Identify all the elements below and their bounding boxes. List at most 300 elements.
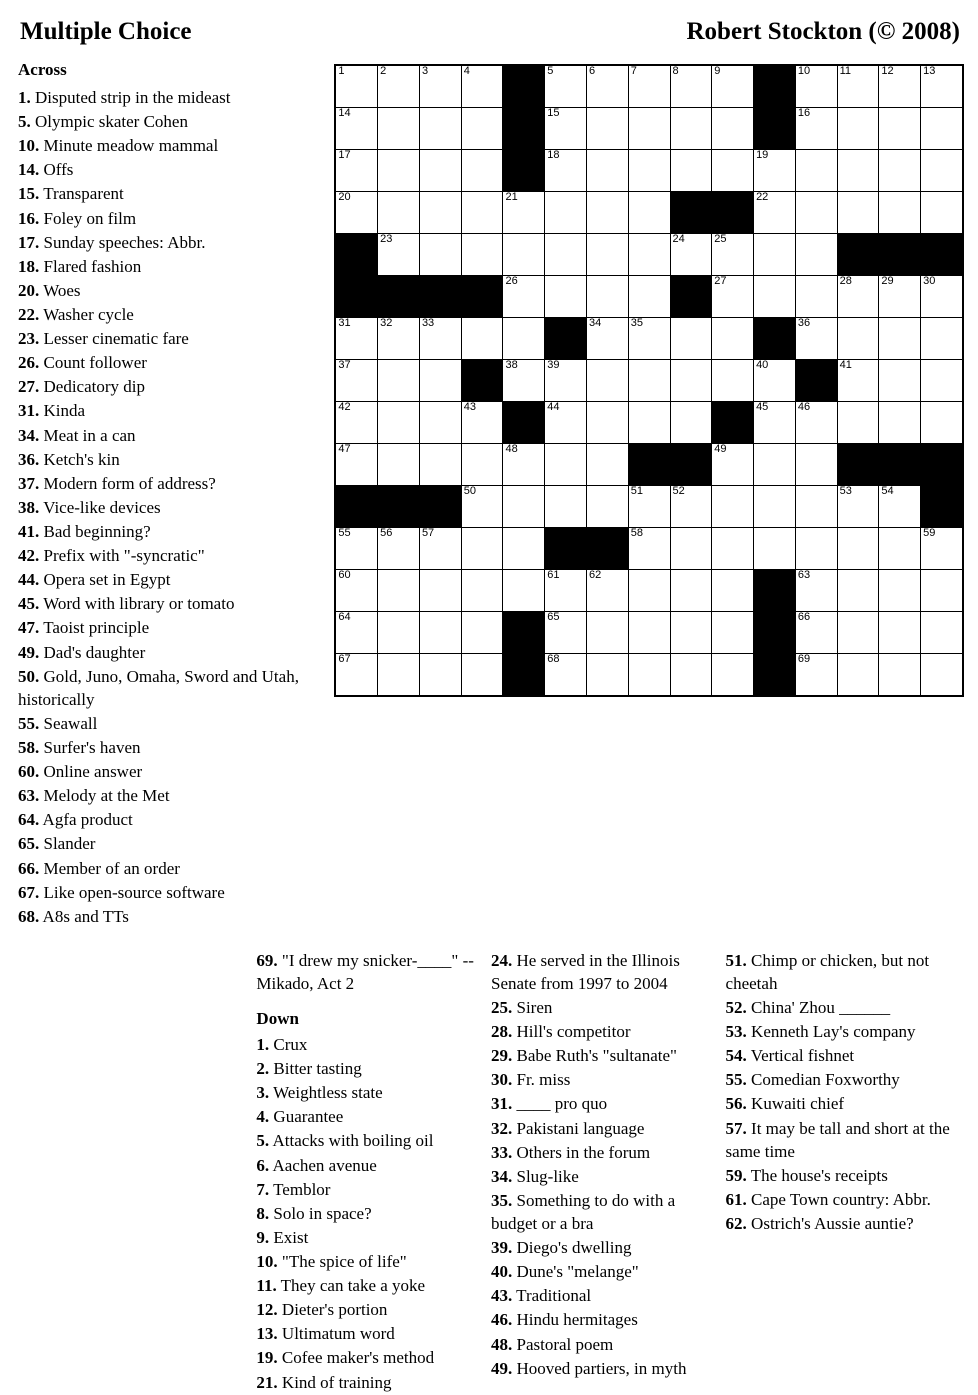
clue-number: 69.: [256, 950, 278, 970]
grid-cell[interactable]: [545, 276, 587, 318]
grid-cell[interactable]: [461, 192, 503, 234]
grid-cell[interactable]: [921, 654, 963, 697]
grid-cell[interactable]: [461, 570, 503, 612]
grid-cell[interactable]: [712, 65, 754, 108]
grid-cell-number: 16: [797, 107, 811, 119]
grid-cell[interactable]: [335, 108, 377, 150]
grid-cell[interactable]: [503, 276, 545, 318]
grid-cell[interactable]: [378, 65, 420, 108]
clue-item: [18, 568, 312, 591]
grid-cell[interactable]: [879, 108, 921, 150]
clue-item: [18, 496, 312, 519]
grid-cell[interactable]: [795, 570, 837, 612]
grid-cell[interactable]: [503, 570, 545, 612]
grid-cell[interactable]: [921, 528, 963, 570]
clue-number: 65.: [18, 834, 40, 854]
page-header: [14, 18, 964, 46]
grid-cell[interactable]: [921, 360, 963, 402]
clue-item: [491, 949, 710, 995]
clue-item: [18, 110, 312, 133]
grid-cell-number: 47: [338, 443, 351, 455]
clue-item: [726, 996, 960, 1019]
grid-cell[interactable]: [837, 528, 879, 570]
grid-cell[interactable]: [795, 150, 837, 192]
grid-cell[interactable]: [335, 192, 377, 234]
clue-item: [256, 1081, 475, 1104]
grid-cell-number: 26: [505, 275, 518, 287]
grid-cell[interactable]: [837, 318, 879, 360]
grid-cell[interactable]: [754, 360, 796, 402]
clue-text: Kenneth Lay's company: [746, 1022, 916, 1042]
grid-cell[interactable]: [795, 528, 837, 570]
clue-number: 6.: [256, 1155, 270, 1175]
grid-cell[interactable]: [879, 65, 921, 108]
grid-cell[interactable]: [921, 318, 963, 360]
grid-cell[interactable]: [545, 444, 587, 486]
grid-cell[interactable]: [837, 654, 879, 697]
clue-text: Something to do with a budget or a bra: [490, 1190, 676, 1234]
clue-number: 45.: [18, 594, 40, 614]
lower-clue-columns: [14, 949, 964, 1395]
grid-cell[interactable]: [712, 150, 754, 192]
grid-cell[interactable]: [670, 360, 712, 402]
grid-cell[interactable]: [461, 318, 503, 360]
clue-item: [18, 182, 312, 205]
clue-text: Cofee maker's method: [277, 1348, 435, 1368]
clue-text: Crux: [269, 1035, 308, 1055]
grid-cell[interactable]: [587, 360, 629, 402]
grid-cell[interactable]: [587, 65, 629, 108]
grid-block-cell: [419, 276, 461, 318]
clue-number: 53.: [725, 1022, 747, 1042]
clue-text: Dedicatory dip: [39, 377, 145, 397]
clue-number: 56.: [725, 1094, 747, 1114]
grid-cell-number: 58: [630, 527, 644, 539]
grid-cell[interactable]: [587, 654, 629, 697]
grid-cell[interactable]: [921, 108, 963, 150]
clue-number: 35.: [490, 1190, 513, 1210]
clue-item: [18, 303, 312, 326]
grid-cell[interactable]: [628, 654, 670, 697]
grid-cell[interactable]: [670, 65, 712, 108]
grid-cell[interactable]: [628, 318, 670, 360]
grid-cell[interactable]: [712, 654, 754, 697]
clue-number: 55.: [725, 1070, 747, 1090]
grid-cell[interactable]: [461, 65, 503, 108]
grid-cell[interactable]: [754, 444, 796, 486]
grid-cell[interactable]: [628, 402, 670, 444]
grid-cell[interactable]: [670, 234, 712, 276]
crossword-grid-container[interactable]: [334, 64, 964, 929]
grid-cell[interactable]: [545, 570, 587, 612]
grid-cell-number: 7: [630, 65, 637, 77]
grid-cell[interactable]: [754, 234, 796, 276]
grid-cell[interactable]: [921, 612, 963, 654]
grid-cell[interactable]: [545, 150, 587, 192]
grid-row: [335, 276, 963, 318]
clue-text: Flared fashion: [39, 256, 142, 276]
clue-number: 24.: [490, 950, 513, 970]
grid-cell[interactable]: [503, 234, 545, 276]
clue-text: Babe Ruth's "sultanate": [512, 1046, 677, 1066]
grid-cell[interactable]: [628, 65, 670, 108]
grid-cell[interactable]: [545, 486, 587, 528]
grid-cell[interactable]: [879, 192, 921, 234]
clue-text: A8s and TTs: [39, 906, 129, 926]
grid-cell-number: 8: [672, 65, 679, 77]
grid-cell[interactable]: [754, 528, 796, 570]
grid-cell[interactable]: [628, 528, 670, 570]
grid-cell[interactable]: [712, 528, 754, 570]
clue-item: [18, 520, 312, 543]
grid-cell[interactable]: [628, 192, 670, 234]
grid-cell[interactable]: [378, 318, 420, 360]
grid-cell[interactable]: [587, 318, 629, 360]
grid-cell[interactable]: [712, 612, 754, 654]
grid-cell[interactable]: [419, 612, 461, 654]
clue-number: 13.: [256, 1324, 278, 1344]
clue-number: 34.: [18, 425, 40, 445]
grid-cell[interactable]: [587, 192, 629, 234]
grid-cell[interactable]: [879, 360, 921, 402]
grid-cell[interactable]: [795, 108, 837, 150]
grid-row: [335, 486, 963, 528]
grid-cell[interactable]: [712, 234, 754, 276]
grid-cell[interactable]: [461, 150, 503, 192]
grid-cell[interactable]: [461, 654, 503, 697]
clue-text: Transparent: [39, 184, 124, 204]
grid-cell[interactable]: [461, 402, 503, 444]
grid-cell[interactable]: [419, 318, 461, 360]
grid-cell[interactable]: [378, 360, 420, 402]
grid-cell[interactable]: [461, 486, 503, 528]
grid-cell[interactable]: [670, 654, 712, 697]
grid-cell[interactable]: [795, 318, 837, 360]
grid-cell[interactable]: [754, 276, 796, 318]
grid-block-cell: [754, 570, 796, 612]
grid-cell[interactable]: [419, 234, 461, 276]
grid-cell[interactable]: [754, 150, 796, 192]
grid-cell[interactable]: [419, 402, 461, 444]
grid-cell[interactable]: [879, 486, 921, 528]
clue-number: 49.: [18, 642, 40, 662]
grid-cell-number: 12: [881, 65, 894, 77]
clue-number: 60.: [18, 762, 40, 782]
grid-cell[interactable]: [503, 360, 545, 402]
grid-cell[interactable]: [545, 654, 587, 697]
grid-cell[interactable]: [378, 444, 420, 486]
clue-item: [18, 544, 312, 567]
grid-cell[interactable]: [587, 150, 629, 192]
grid-cell[interactable]: [921, 192, 963, 234]
grid-cell[interactable]: [837, 570, 879, 612]
grid-cell[interactable]: [419, 108, 461, 150]
grid-cell[interactable]: [503, 528, 545, 570]
clue-text: China' Zhou ______: [746, 998, 891, 1018]
clue-text: Lesser cinematic fare: [39, 329, 189, 349]
grid-cell-number: 37: [338, 359, 351, 371]
grid-cell-number: 40: [756, 359, 769, 371]
clue-number: 5.: [18, 112, 31, 132]
grid-cell[interactable]: [628, 276, 670, 318]
grid-cell[interactable]: [712, 486, 754, 528]
grid-cell[interactable]: [795, 192, 837, 234]
grid-cell[interactable]: [712, 276, 754, 318]
grid-cell[interactable]: [503, 486, 545, 528]
clue-text: Ostrich's Aussie auntie?: [746, 1214, 914, 1234]
grid-cell[interactable]: [795, 486, 837, 528]
grid-cell-number: 2: [380, 65, 387, 77]
clue-item: [18, 134, 312, 157]
grid-cell[interactable]: [795, 276, 837, 318]
clue-item: [256, 949, 475, 995]
grid-cell[interactable]: [587, 612, 629, 654]
clue-text: Taoist principle: [39, 618, 150, 638]
clue-item: [18, 399, 312, 422]
clue-text: Like open-source software: [39, 882, 225, 902]
grid-cell[interactable]: [921, 570, 963, 612]
clue-text: They can take a yoke: [276, 1276, 426, 1296]
grid-cell[interactable]: [335, 360, 377, 402]
grid-cell[interactable]: [545, 402, 587, 444]
grid-cell-number: 59: [923, 527, 936, 539]
grid-cell[interactable]: [461, 612, 503, 654]
grid-cell[interactable]: [378, 612, 420, 654]
grid-cell[interactable]: [712, 318, 754, 360]
clue-item: [491, 1092, 710, 1115]
grid-cell-number: 39: [547, 359, 560, 371]
grid-cell[interactable]: [335, 150, 377, 192]
grid-cell[interactable]: [378, 192, 420, 234]
grid-cell[interactable]: [837, 612, 879, 654]
grid-cell[interactable]: [837, 276, 879, 318]
grid-cell[interactable]: [879, 150, 921, 192]
grid-cell[interactable]: [545, 65, 587, 108]
grid-cell[interactable]: [545, 108, 587, 150]
grid-cell[interactable]: [670, 402, 712, 444]
clue-text: Diego's dwelling: [512, 1238, 632, 1258]
grid-cell[interactable]: [670, 318, 712, 360]
clue-number: 67.: [18, 882, 40, 902]
clue-text: Vice-like devices: [39, 497, 161, 517]
clue-item: [726, 1164, 960, 1187]
grid-cell[interactable]: [419, 192, 461, 234]
grid-cell[interactable]: [461, 528, 503, 570]
grid-cell[interactable]: [335, 654, 377, 697]
grid-cell[interactable]: [587, 276, 629, 318]
grid-cell-number: 31: [338, 317, 351, 329]
grid-cell[interactable]: [419, 65, 461, 108]
grid-cell[interactable]: [879, 318, 921, 360]
clue-text: Kuwaiti chief: [746, 1094, 845, 1114]
grid-cell[interactable]: [795, 65, 837, 108]
grid-cell[interactable]: [587, 234, 629, 276]
grid-cell[interactable]: [879, 570, 921, 612]
grid-cell[interactable]: [587, 444, 629, 486]
grid-cell[interactable]: [419, 528, 461, 570]
grid-cell[interactable]: [795, 654, 837, 697]
grid-cell-number: 43: [463, 401, 476, 413]
grid-cell[interactable]: [545, 360, 587, 402]
clue-text: Hindu hermitages: [512, 1310, 638, 1330]
clue-number: 34.: [490, 1166, 513, 1186]
grid-cell[interactable]: [335, 402, 377, 444]
grid-cell[interactable]: [335, 318, 377, 360]
grid-cell[interactable]: [378, 570, 420, 612]
grid-cell[interactable]: [837, 192, 879, 234]
grid-cell[interactable]: [378, 528, 420, 570]
grid-cell[interactable]: [587, 108, 629, 150]
clue-number: 68.: [18, 906, 40, 926]
clue-text: Minute meadow mammal: [39, 136, 219, 156]
clue-column-2: [491, 949, 726, 1395]
grid-cell[interactable]: [587, 486, 629, 528]
clue-text: Ultimatum word: [277, 1324, 395, 1344]
grid-cell[interactable]: [503, 318, 545, 360]
clue-item: [491, 1357, 710, 1380]
grid-cell[interactable]: [754, 486, 796, 528]
grid-cell[interactable]: [545, 192, 587, 234]
grid-cell[interactable]: [545, 234, 587, 276]
clue-text: Bitter tasting: [269, 1059, 362, 1079]
grid-cell[interactable]: [587, 570, 629, 612]
grid-cell[interactable]: [461, 108, 503, 150]
clue-item: [18, 665, 312, 711]
clue-number: 66.: [18, 858, 40, 878]
clue-number: 26.: [18, 353, 40, 373]
clue-text: Offs: [39, 160, 74, 180]
grid-cell[interactable]: [754, 192, 796, 234]
grid-cell[interactable]: [378, 402, 420, 444]
grid-cell[interactable]: [335, 65, 377, 108]
grid-cell[interactable]: [670, 486, 712, 528]
grid-cell[interactable]: [795, 402, 837, 444]
grid-cell[interactable]: [837, 108, 879, 150]
grid-cell[interactable]: [670, 570, 712, 612]
grid-cell[interactable]: [921, 402, 963, 444]
grid-cell[interactable]: [795, 234, 837, 276]
grid-cell-number: 21: [505, 191, 518, 203]
grid-cell[interactable]: [587, 402, 629, 444]
clue-item: [18, 832, 312, 855]
clue-item: [18, 881, 312, 904]
grid-cell[interactable]: [754, 402, 796, 444]
grid-cell[interactable]: [837, 402, 879, 444]
grid-cell-number: 4: [463, 65, 470, 77]
grid-cell[interactable]: [419, 150, 461, 192]
grid-cell[interactable]: [545, 612, 587, 654]
grid-cell[interactable]: [419, 444, 461, 486]
grid-block-cell: [712, 402, 754, 444]
grid-cell[interactable]: [419, 360, 461, 402]
grid-cell[interactable]: [335, 444, 377, 486]
clue-text: Count follower: [39, 353, 147, 373]
grid-row: [335, 444, 963, 486]
grid-cell[interactable]: [837, 65, 879, 108]
grid-block-cell: [419, 486, 461, 528]
grid-cell-number: 28: [839, 275, 852, 287]
grid-cell-number: 32: [380, 317, 393, 329]
grid-cell[interactable]: [837, 360, 879, 402]
grid-cell[interactable]: [921, 65, 963, 108]
grid-cell[interactable]: [335, 570, 377, 612]
grid-cell[interactable]: [628, 486, 670, 528]
grid-cell[interactable]: [503, 192, 545, 234]
grid-cell[interactable]: [921, 276, 963, 318]
grid-row: [335, 318, 963, 360]
grid-cell[interactable]: [628, 108, 670, 150]
grid-cell[interactable]: [712, 108, 754, 150]
grid-cell[interactable]: [879, 654, 921, 697]
grid-cell[interactable]: [419, 654, 461, 697]
clue-number: 11.: [256, 1276, 277, 1296]
grid-cell[interactable]: [879, 402, 921, 444]
clue-item: [256, 1250, 475, 1273]
across-clue-column: [14, 60, 312, 929]
grid-cell[interactable]: [378, 234, 420, 276]
grid-cell[interactable]: [712, 360, 754, 402]
grid-block-cell: [712, 192, 754, 234]
grid-cell[interactable]: [879, 276, 921, 318]
grid-cell[interactable]: [628, 570, 670, 612]
grid-cell[interactable]: [795, 612, 837, 654]
grid-cell-number: 68: [547, 653, 560, 665]
grid-cell[interactable]: [921, 150, 963, 192]
grid-cell[interactable]: [795, 444, 837, 486]
clue-text: Kind of training: [277, 1372, 392, 1392]
grid-cell[interactable]: [670, 150, 712, 192]
grid-cell[interactable]: [335, 612, 377, 654]
clue-item: [491, 1189, 710, 1235]
grid-cell[interactable]: [378, 108, 420, 150]
grid-cell[interactable]: [670, 108, 712, 150]
clue-number: 36.: [18, 449, 40, 469]
grid-cell[interactable]: [879, 528, 921, 570]
grid-cell[interactable]: [335, 528, 377, 570]
grid-cell[interactable]: [628, 150, 670, 192]
down-heading: Down: [256, 1009, 299, 1029]
grid-cell[interactable]: [837, 486, 879, 528]
crossword-grid[interactable]: [334, 64, 964, 697]
clue-number: 40.: [490, 1262, 513, 1282]
grid-cell[interactable]: [670, 612, 712, 654]
grid-cell[interactable]: [628, 612, 670, 654]
grid-block-cell: [879, 234, 921, 276]
grid-cell[interactable]: [712, 444, 754, 486]
clue-item: [491, 1236, 710, 1259]
clue-text: The house's receipts: [746, 1165, 888, 1185]
grid-cell[interactable]: [628, 360, 670, 402]
grid-cell[interactable]: [879, 612, 921, 654]
grid-cell[interactable]: [461, 444, 503, 486]
grid-cell[interactable]: [670, 528, 712, 570]
grid-cell[interactable]: [503, 444, 545, 486]
down-clue-list-1: [256, 1033, 475, 1394]
clue-text: Slug-like: [512, 1166, 579, 1186]
grid-cell[interactable]: [712, 570, 754, 612]
grid-cell[interactable]: [628, 234, 670, 276]
grid-cell[interactable]: [837, 150, 879, 192]
grid-cell[interactable]: [378, 654, 420, 697]
grid-row: [335, 65, 963, 108]
clue-item: [256, 1202, 475, 1225]
grid-block-cell: [587, 528, 629, 570]
grid-cell[interactable]: [378, 150, 420, 192]
grid-cell[interactable]: [419, 570, 461, 612]
grid-cell-number: 50: [463, 485, 476, 497]
grid-cell[interactable]: [461, 234, 503, 276]
grid-cell-number: 53: [839, 485, 852, 497]
